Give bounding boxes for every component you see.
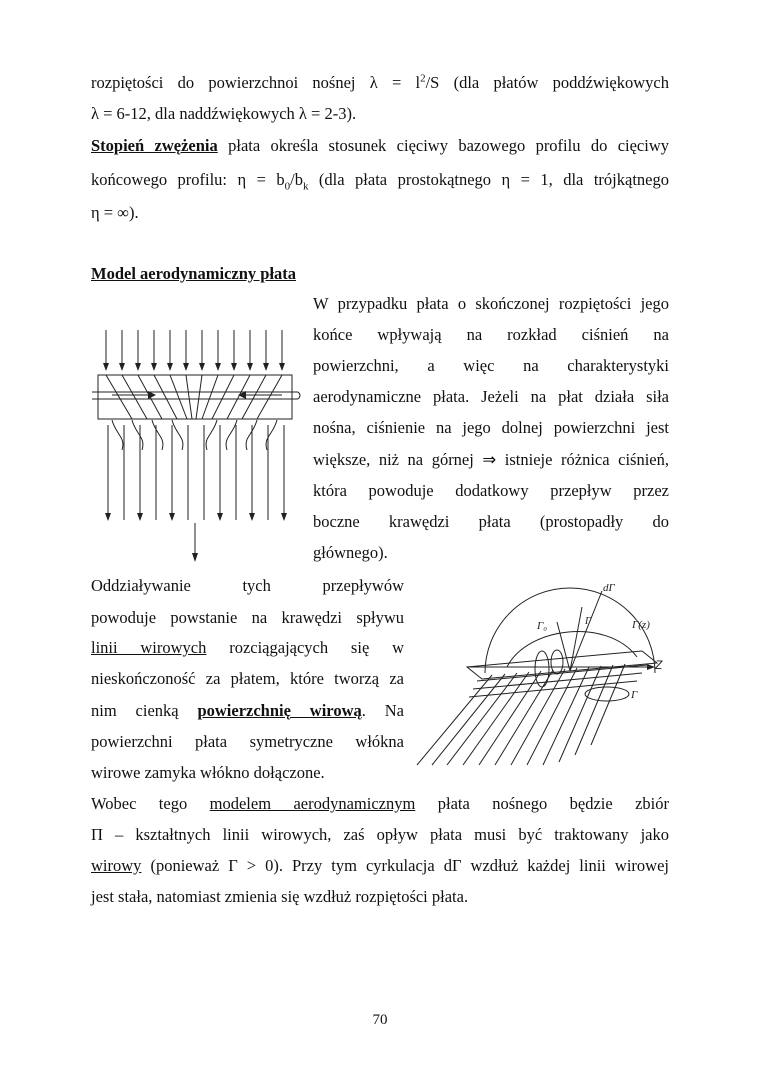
label-dgamma: dΓ bbox=[603, 582, 615, 594]
right-line-5: nośna, ciśnienie na jego dolnej powierzchni jest bbox=[313, 418, 669, 437]
label-z-axis: Z bbox=[655, 658, 663, 672]
final-line-1: Wobec tego modelem aerodynamicznym płata nośnego będzie zbiór bbox=[91, 794, 669, 813]
right-line-9: głównego). bbox=[313, 543, 388, 562]
term-linii-wirowych: linii wirowych bbox=[91, 638, 207, 657]
left-line-3: linii wirowych rozciągających się w bbox=[91, 638, 404, 657]
label-gamma: Γ bbox=[585, 616, 591, 627]
term-wirowy: wirowy bbox=[91, 856, 142, 875]
left-line-6: powierzchni płata symetryczne włókna bbox=[91, 732, 404, 751]
final-line-2: Π – kształtnych linii wirowych, zaś opływ płata musi być traktowany jako bbox=[91, 825, 669, 844]
term-stopien-zwezenia: Stopień zwężenia bbox=[91, 136, 218, 155]
right-line-4: aerodynamiczne płata. Jeżeli na płat działa siła bbox=[313, 387, 669, 406]
figure-flow-diagram bbox=[92, 325, 302, 565]
left-line-4: nieskończoność za płatem, które tworzą za bbox=[91, 669, 404, 688]
page-number: 70 bbox=[372, 1012, 388, 1028]
para2-line1: Stopień zwężenia płata określa stosunek cięciwy bazowego profilu do cięciwy bbox=[91, 136, 669, 155]
right-line-6: większe, niż na górnej ⇒ istnieje różnica ciśnień, bbox=[313, 450, 669, 469]
right-line-1: W przypadku płata o skończonej rozpiętości jego bbox=[313, 294, 669, 313]
term-modelem-aerodynamicznym: modelem aerodynamicznym bbox=[209, 794, 416, 813]
para2-line2: końcowego profilu: $\eta = b_0/b_k$ (dla płata prostokątnego η = 1, dla trójkątnego bbox=[91, 170, 669, 193]
final-line-3: wirowy (ponieważ Γ > 0). Przy tym cyrkulacja dΓ wzdłuż każdej linii wirowej bbox=[91, 856, 669, 875]
section-title: Model aerodynamiczny płata bbox=[91, 264, 297, 283]
left-line-5: nim cienką powierzchnię wirową. Na bbox=[91, 701, 404, 720]
right-line-3: powierzchni, a więc na charakterystyki bbox=[313, 356, 669, 375]
final-line-4: jest stała, natomiast zmienia się wzdłuż rozpiętości płata. bbox=[91, 887, 469, 906]
right-line-2: końce wpływają na rozkład ciśnień na bbox=[313, 325, 669, 344]
left-line-7: wirowe zamyka włókno dołączone. bbox=[91, 763, 325, 782]
para1-line1: rozpiętości do powierzchnoi nośnej $\lambda = l^2/S$ (dla płatów poddźwiękowych bbox=[91, 72, 669, 92]
para2-line3: η = ∞). bbox=[91, 203, 139, 222]
right-line-7: która powoduje dodatkowy przepływ przez bbox=[313, 481, 669, 500]
para1-line2: λ = 6-12, dla naddźwiękowych λ = 2-3). bbox=[91, 104, 357, 123]
figure-vortex-sheet bbox=[407, 577, 677, 767]
term-powierzchnie-wirowa: powierzchnię wirową bbox=[197, 701, 362, 720]
label-gamma0: Γ₀ bbox=[537, 620, 548, 632]
right-line-8: boczne krawędzi płata (prostopadły do bbox=[313, 512, 669, 531]
label-gamma-side: Γ bbox=[631, 689, 638, 701]
label-gamma-z: Γ(z) bbox=[632, 619, 650, 631]
left-line-1: Oddziaływanie tych przepływów bbox=[91, 576, 404, 595]
left-line-2: powoduje powstanie na krawędzi spływu bbox=[91, 608, 404, 627]
